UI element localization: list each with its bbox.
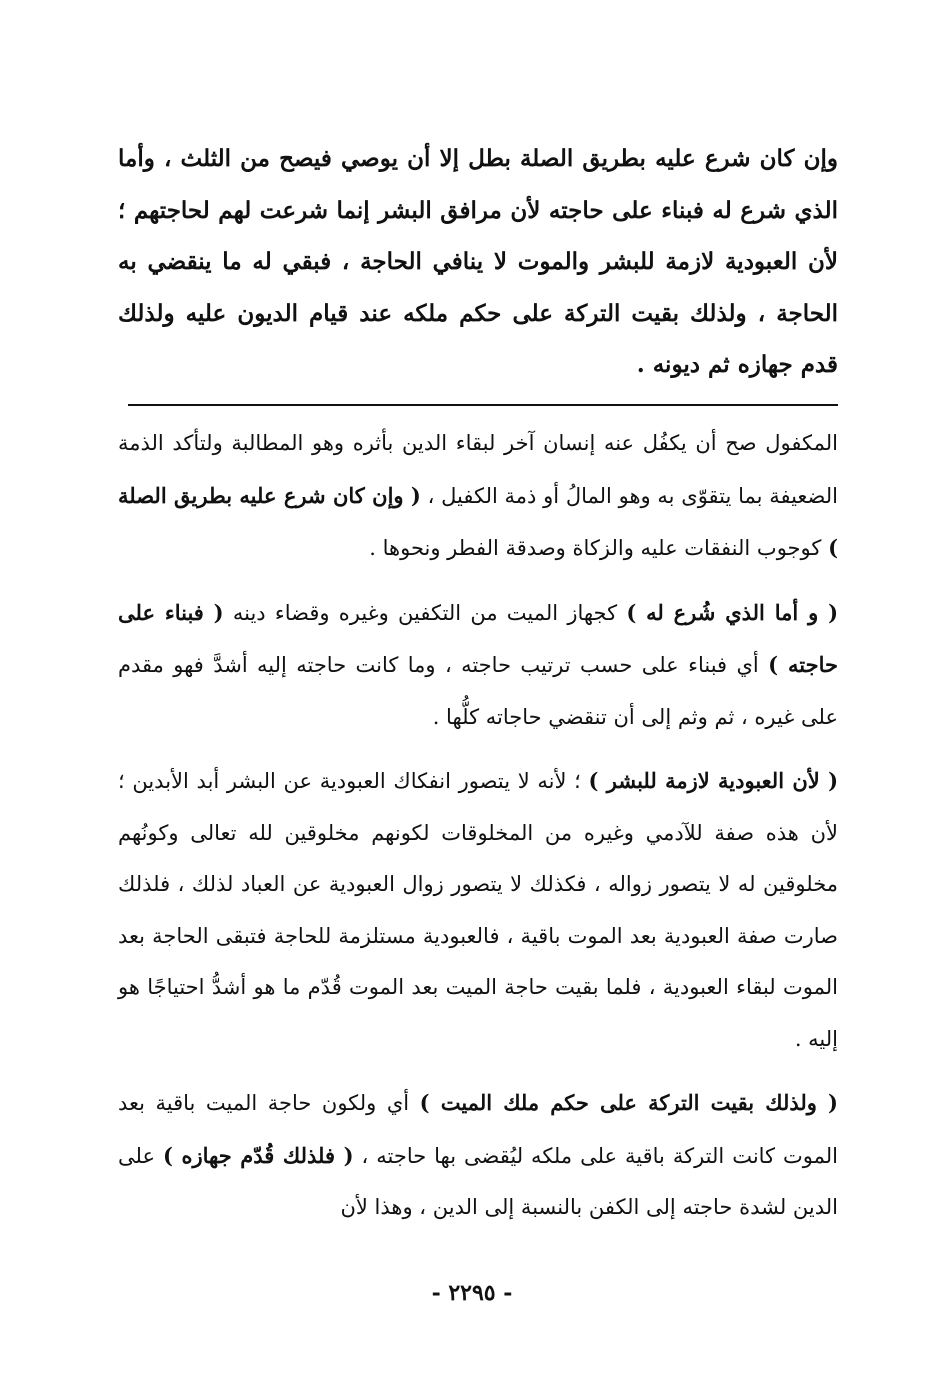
commentary-paragraph-3 xyxy=(118,755,838,1065)
commentary-text: كجهاز الميت من التكفين وغيره وقضاء دينه xyxy=(223,600,627,625)
separator-line xyxy=(128,404,838,406)
commentary-text: على الدين لشدة حاجته إلى الكفن بالنسبة إلى الدين ، وهذا لأن xyxy=(118,1143,838,1219)
commentary-text: كوجوب النفقات عليه والزكاة وصدقة الفطر ونحوها . xyxy=(369,536,829,560)
quoted-phrase: ( فلذلك قُدّم جهازه ) xyxy=(162,1142,354,1168)
main-text: وإن كان شرع عليه بطريق الصلة بطل إلا أن يوصي فيصح من الثلث ، وأما الذي شرع له فبناء على حاجته لأن مرافق البشر إنما شرعت لهم لحاجتهم ؛ لأن العبودية لازمة للبشر والموت لا ينافي الحاجة ، فبقي له ما ينقضي به الحاجة ، ولذلك بقيت التركة على حكم ملكه عند قيام الديون عليه ولذلك قدم جهازه ثم ديونه . xyxy=(118,145,838,378)
commentary-text: ؛ لأنه لا يتصور انفكاك العبودية عن البشر أبد الأبدين ؛ لأن هذه صفة للآدمي وغيره من المخلوقات لكونهم مخلوقين لله تعالى وكونُهم مخلوقين له لا يتصور زواله ، فكذلك لا يتصور زوال العبودية عن العباد لذلك ، فلذلك صارت صفة العبودية بعد الموت باقية ، فالعبودية مستلزمة للحاجة فتبقى الحاجة بعد الموت لبقاء العبودية ، فلما بقيت حاجة الميت بعد الموت قُدّم ما هو أشدُّ احتياجًا هو إليه . xyxy=(118,769,838,1051)
commentary xyxy=(118,418,838,1246)
commentary-text: أي فبناء على حسب ترتيب حاجته ، وما كانت حاجته إليه أشدَّ فهو مقدم على غيره ، ثم وثم إلى أن تنقضي حاجاته كلُّها . xyxy=(118,653,838,729)
commentary-paragraph-1 xyxy=(118,418,838,575)
quoted-phrase: ( ولذلك بقيت التركة على حكم ملك الميت ) xyxy=(419,1090,838,1115)
quoted-phrase: ( و أما الذي شُرع له ) xyxy=(626,599,839,625)
quoted-phrase: ( فبناء على حاجته ) xyxy=(118,599,838,677)
commentary-paragraph-4 xyxy=(118,1077,838,1234)
quoted-phrase: ( لأن العبودية لازمة للبشر ) xyxy=(588,768,839,793)
commentary-paragraph-2 xyxy=(118,587,838,744)
page-number: - ٢٢٩٥ - xyxy=(431,1280,513,1306)
commentary-text: أي ولكون حاجة الميت باقية بعد الموت كانت التركة باقية على ملكه ليُقضى بها حاجته ، xyxy=(118,1091,839,1168)
commentary-text: المكفول صح أن يكفُل عنه إنسان آخر لبقاء الدين بأثره وهو المطالبة ولتأكد الذمة الضعيفة بما يتقوّى به وهو المالُ أو ذمة الكفيل ، xyxy=(118,431,838,508)
quoted-phrase: ( وإن كان شرع عليه بطريق الصلة ) xyxy=(118,482,838,560)
